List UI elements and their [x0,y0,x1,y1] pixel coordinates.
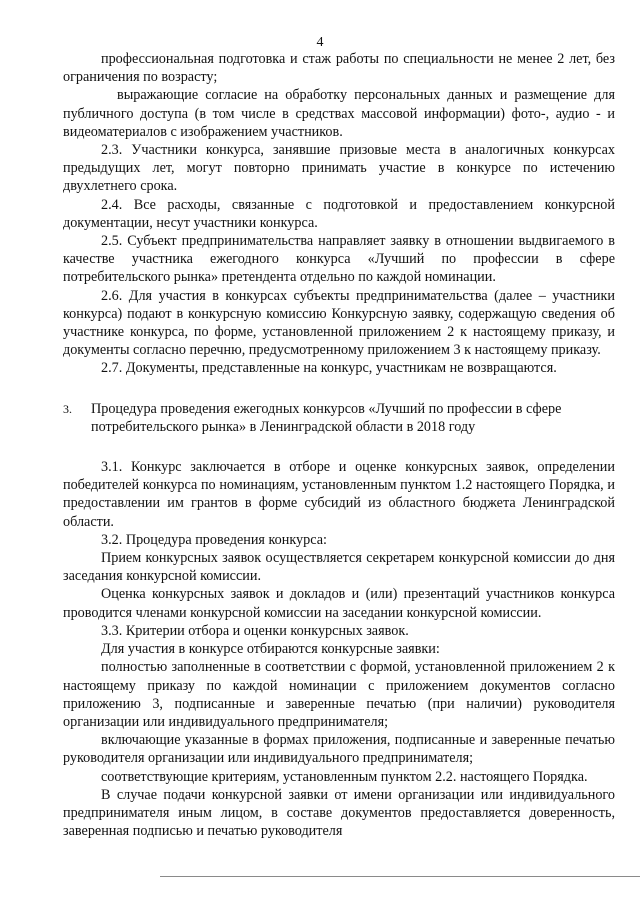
paragraph: 2.6. Для участия в конкурсах субъекты предпринимательства (далее – участники конкурса) подают в конкурсную комиссию Конкурсную заявку, содержащую сведения об участнике конкурса, по форме, установленной приложением 2 к настоящему приказу, и документы согласно перечню, предусмотренному приложением 3 к настоящему приказу. [63,287,615,359]
paragraph: 3.3. Критерии отбора и оценки конкурсных заявок. [101,622,409,639]
paragraph: профессиональная подготовка и стаж работы по специальности не менее 2 лет, без ограничения по возрасту; [63,51,615,86]
paragraph: 2.4. Все расходы, связанные с подготовкой и предоставлением конкурсной документации, несут участники конкурса. [63,196,615,231]
paragraph: 3.1. Конкурс заключается в отборе и оценке конкурсных заявок, определении победителей конкурса по номинациям, установленным пунктом 1.2 настоящего Порядка, и предоставлении им грантов в форме субсидий из областного бюджета Ленинградской области. [63,459,615,530]
paragraph: Для участия в конкурсе отбираются конкурсные заявки: [101,641,440,658]
document-body [63,50,615,840]
paragraph: Оценка конкурсных заявок и докладов и (или) презентаций участников конкурса проводится членами конкурсной комиссии на заседании конкурсной комиссии. [63,586,615,621]
paragraph: 2.3. Участники конкурса, занявшие призовые места в аналогичных конкурсах предыдущих лет, могут повторно принимать участие в конкурсе по истечению двухлетнего срока. [63,142,615,195]
scan-edge-line [160,876,640,877]
paragraph: включающие указанные в формах приложения, подписанные и заверенные печатью руководителя организации или индивидуального предпринимателя; [63,732,615,767]
paragraph: полностью заполненные в соответствии с формой, установленной приложением 2 к настоящему приказу по каждой номинации с приложением документов согласно приложению 3, подписанные и заверенные печатью (при наличии) руководителя организации или индивидуального предпринимателя; [63,659,615,730]
section-number: 3. [63,401,72,416]
section-title: Процедура проведения ежегодных конкурсов «Лучший по профессии в сфере потребительского рынка» в Ленинградской области в 2018 году [91,400,562,435]
paragraph: выражающие согласие на обработку персональных данных и размещение для публичного доступа (в том числе в средствах массовой информации) фото-, аудио - и видеоматериалов с изображением участников. [63,87,615,140]
section-heading [63,400,615,436]
paragraph: Прием конкурсных заявок осуществляется секретарем конкурсной комиссии до дня заседания конкурсной комиссии. [63,550,615,585]
page-number: 4 [316,35,324,50]
paragraph: В случае подачи конкурсной заявки от имени организации или индивидуального предпринимателя иным лицом, в составе документов предоставляется доверенность, заверенная подписью и печатью руководителя [63,786,615,840]
paragraph: 2.7. Документы, представленные на конкурс, участникам не возвращаются. [101,360,557,377]
paragraph: 2.5. Субъект предпринимательства направляет заявку в отношении выдвигаемого в качестве участника ежегодного конкурса «Лучший по профессии в сфере потребительского рынка» претендента отдельно по каждой номинации. [63,233,615,286]
paragraph: 3.2. Процедура проведения конкурса: [101,531,327,548]
paragraph: соответствующие критериям, установленным пунктом 2.2. настоящего Порядка. [101,768,588,785]
